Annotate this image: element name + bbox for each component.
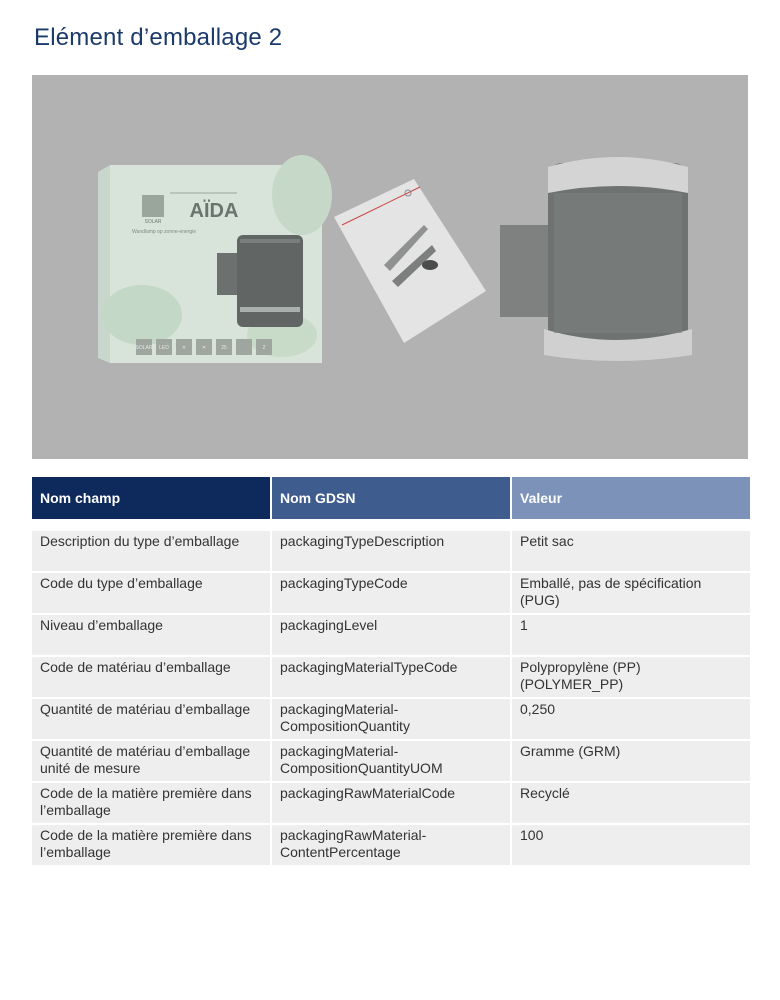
field-name-cell: Quantité de matériau d’emballage unité de mesure xyxy=(32,741,270,783)
field-name-cell: Code de la matière première dans l’emballage xyxy=(32,783,270,825)
table-row xyxy=(32,531,750,573)
gdsn-name-cell: packagingRawMaterial-ContentPercentage xyxy=(272,825,510,867)
badge-text: 2 xyxy=(262,345,266,351)
gdsn-name-cell: packagingMaterial-CompositionQuantityUOM xyxy=(272,741,510,783)
gdsn-name-cell: packagingTypeDescription xyxy=(272,531,510,573)
box-subtitle: Wandlamp op zonne-energie xyxy=(132,229,197,235)
value-cell: Petit sac xyxy=(512,531,750,573)
badge-text: 25 xyxy=(221,345,227,351)
column-header-field-name: Nom champ xyxy=(32,477,270,519)
packaging-spec-table xyxy=(30,477,752,867)
table-row xyxy=(32,657,750,699)
table-header-row xyxy=(32,477,750,519)
gdsn-name-cell: packagingTypeCode xyxy=(272,573,510,615)
product-photo xyxy=(32,75,748,459)
gdsn-name-cell: packagingMaterial-CompositionQuantity xyxy=(272,699,510,741)
value-cell: 0,250 xyxy=(512,699,750,741)
field-name-cell: Code du type d’emballage xyxy=(32,573,270,615)
table-row xyxy=(32,573,750,615)
value-cell: 100 xyxy=(512,825,750,867)
badge-text: ✕ xyxy=(201,345,207,351)
value-cell: Polypropylène (PP) (POLYMER_PP) xyxy=(512,657,750,699)
value-cell: 1 xyxy=(512,615,750,657)
value-cell: Emballé, pas de spécification (PUG) xyxy=(512,573,750,615)
field-name-cell: Quantité de matériau d’emballage xyxy=(32,699,270,741)
badge-text: SOLAR xyxy=(135,345,153,351)
table-row xyxy=(32,783,750,825)
wrapped-lamp xyxy=(500,157,692,361)
field-name-cell: Description du type d’emballage xyxy=(32,531,270,573)
box-brand-name: AÏDA xyxy=(189,200,239,222)
table-row xyxy=(32,615,750,657)
page-title: Elément d’emballage 2 xyxy=(34,24,283,51)
box-logo-text: SOLAR xyxy=(144,219,162,225)
column-header-gdsn-name: Nom GDSN xyxy=(272,477,510,519)
field-name-cell: Niveau d’emballage xyxy=(32,615,270,657)
gdsn-name-cell: packagingRawMaterialCode xyxy=(272,783,510,825)
badge-text: LED xyxy=(159,345,169,351)
gdsn-name-cell: packagingMaterialTypeCode xyxy=(272,657,510,699)
table-row xyxy=(32,699,750,741)
table-row xyxy=(32,741,750,783)
value-cell: Recyclé xyxy=(512,783,750,825)
plastic-bag xyxy=(334,179,486,343)
column-header-value: Valeur xyxy=(512,477,750,519)
badge-text: ✕ xyxy=(181,345,187,351)
field-name-cell: Code de la matière première dans l’emballage xyxy=(32,825,270,867)
gdsn-name-cell: packagingLevel xyxy=(272,615,510,657)
product-box xyxy=(98,155,332,363)
value-cell: Gramme (GRM) xyxy=(512,741,750,783)
table-row xyxy=(32,825,750,867)
field-name-cell: Code de matériau d’emballage xyxy=(32,657,270,699)
